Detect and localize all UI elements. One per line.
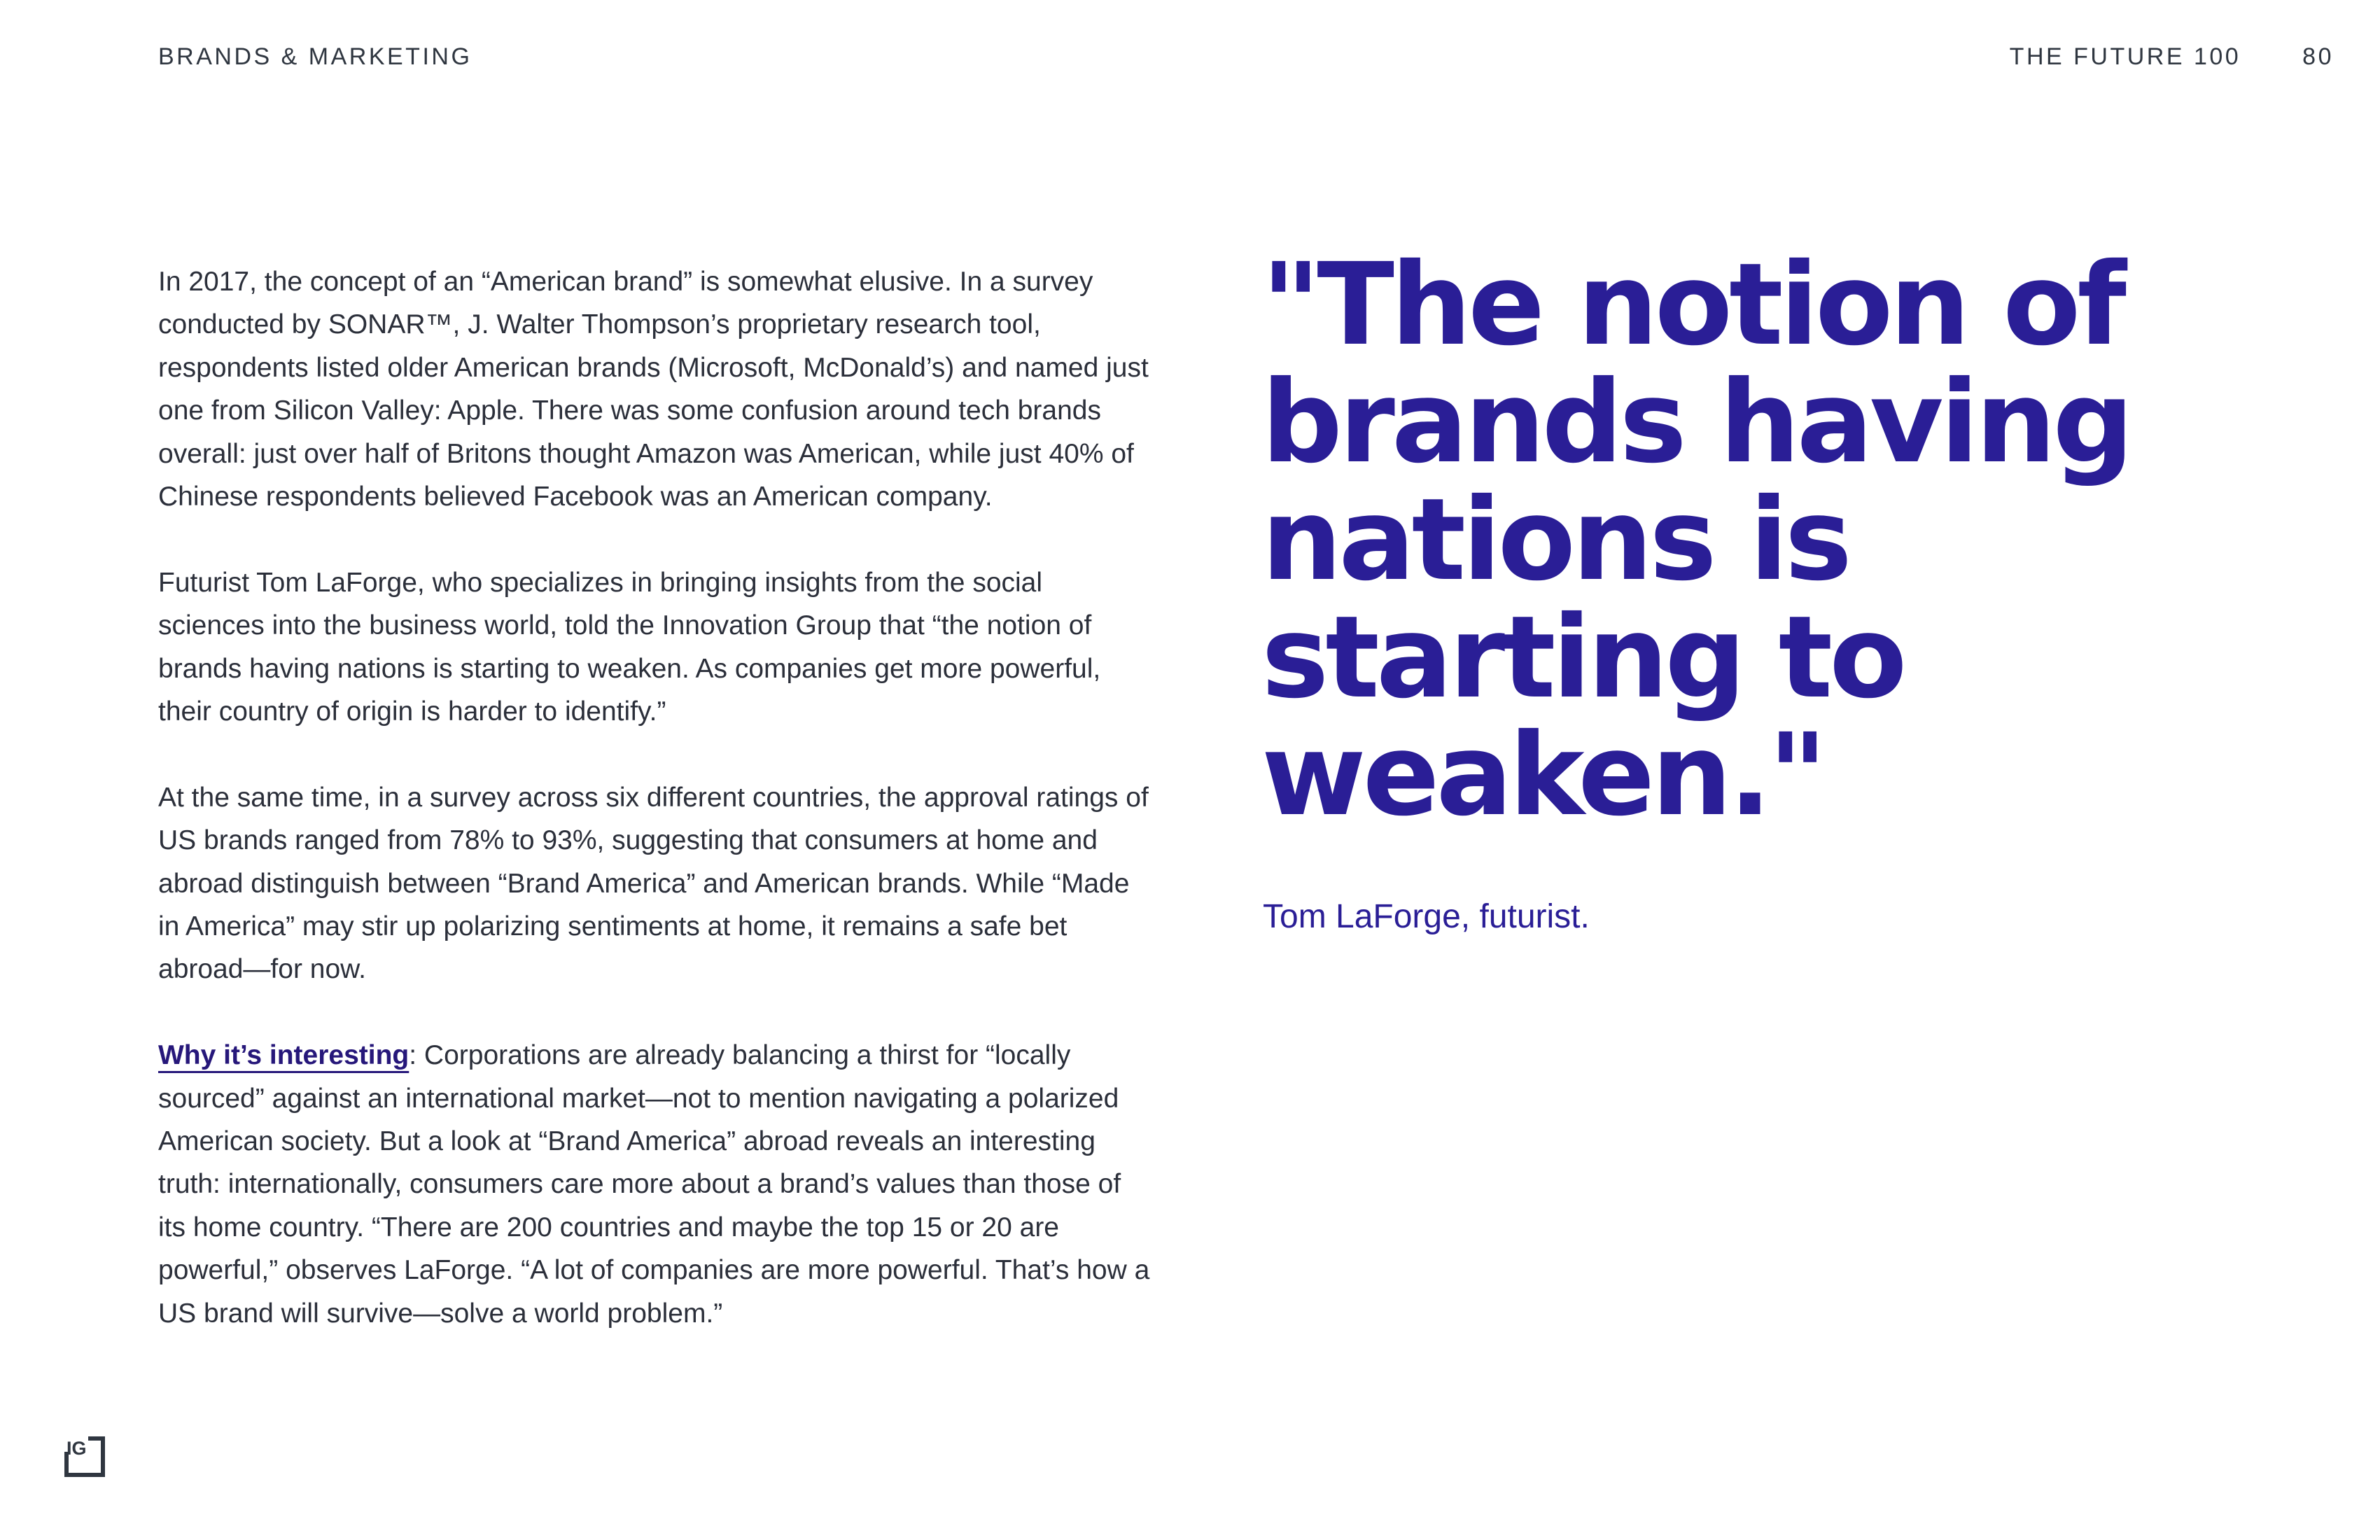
publication-title: THE FUTURE 100: [2009, 43, 2241, 70]
paragraph-laforge: Futurist Tom LaForge, who specializes in bringing insights from the social sciences into the business world, told the Innovation Group that “the notion of brands having nations is starting to weaken. As companies get more powerful, their country of origin is harder to identify.”: [158, 567, 1101, 727]
paragraph-survey: At the same time, in a survey across six different countries, the approval ratings of US brands ranged from 78% to 93%, suggesting that consumers at home and abroad distinguish between “Brand America” and American brands. While “Made in America” may stir up polarizing sentiments at home, it remains a safe bet abroad—for now.: [158, 782, 1149, 985]
why-interesting-link[interactable]: Why it’s interesting: [158, 1040, 410, 1071]
page-number: 80: [2302, 43, 2334, 70]
article-body: [158, 260, 1152, 1335]
ig-logo-icon: [64, 1436, 105, 1477]
quote-attribution: Tom LaForge, futurist.: [1263, 898, 1590, 935]
pull-quote: "The notion of brands having nations is starting to weaken.": [1261, 239, 2131, 841]
page-header-right: [2010, 43, 2334, 71]
ig-logo-mark: [64, 1436, 105, 1477]
paragraph-why-interesting: [158, 1034, 1152, 1335]
logo-text: IG: [66, 1438, 87, 1459]
paragraph-intro: In 2017, the concept of an “American brand” is somewhat elusive. In a survey conducted by SONAR™, J. Walter Thompson’s proprietary research tool, respondents listed older American brands (Microsoft, McDonald’s) and named just one from Silicon Valley: Apple. There was some confusion around tech brands overall: just over half of Britons thought Amazon was American, while just 40% of Chinese respondents believed Facebook was an American company.: [158, 267, 1149, 512]
why-interesting-text: : Corporations are already balancing a thirst for “locally sourced” against an international market—not to mention navigating a polarized American society. But a look at “Brand America” abroad reveals an interesting truth: internationally, consumers care more about a brand’s values than those of its home country. “There are 200 countries and maybe the top 15 or 20 are powerful,” observes LaForge. “A lot of companies are more powerful. That’s how a US brand will survive—solve a world problem.”: [158, 1040, 1150, 1329]
section-label: BRANDS & MARKETING: [158, 43, 472, 70]
